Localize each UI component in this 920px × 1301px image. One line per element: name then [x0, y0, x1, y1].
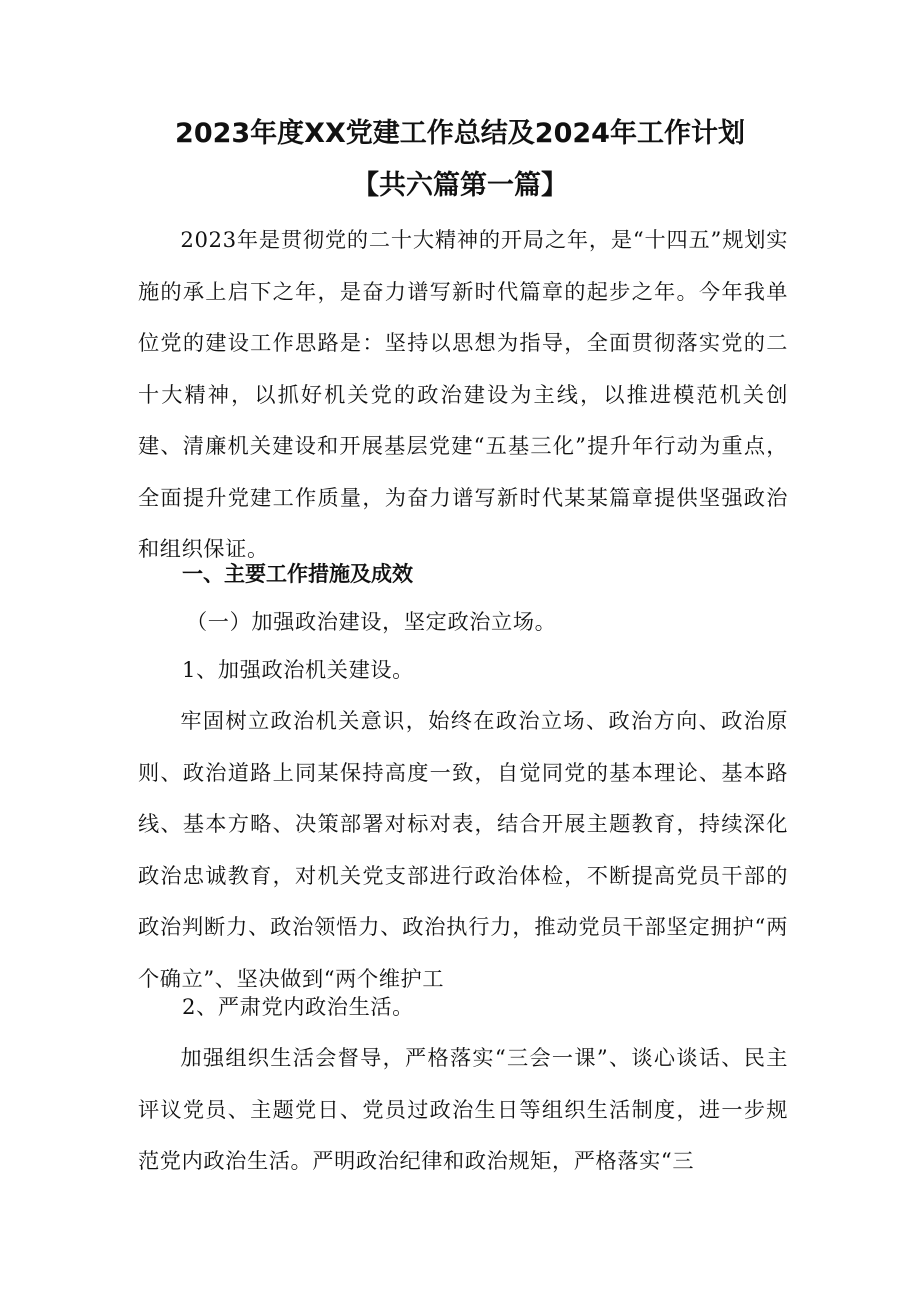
item-1-paragraph: 牢固树立政治机关意识，始终在政治立场、政治方向、政治原则、政治道路上同某保持高度一致，自觉同党的基本理论、基本路线、基本方略、决策部署对标对表，结合开展主题教育，持续深化政治忠诚教育，对机关党支部进行政治体检，不断提高党员干部的政治判断力、政治领悟力、政治执行力，推动党员干部坚定拥护“两个确立”、坚决做到“两个维护工: [138, 708, 788, 991]
subsection-heading: （一）加强政治建设，坚定政治立场。: [186, 609, 557, 634]
document-title: 2023年度XX党建工作总结及2024年工作计划: [175, 118, 745, 149]
intro-paragraph: 2023年是贯彻党的二十大精神的开局之年，是“十四五”规划实施的承上启下之年，是奋力谱写新时代篇章的起步之年。今年我单位党的建设工作思路是：坚持以思想为指导，全面贯彻落实党的二十大精神，以抓好机关党的政治建设为主线，以推进模范机关创建、清廉机关建设和开展基层党建“五基三化”提升年行动为重点，全面提升党建工作质量，为奋力谱写新时代某某篇章提供坚强政治和组织保证。: [138, 227, 788, 561]
item-heading-1: 1、加强政治机关建设。: [182, 657, 414, 682]
section-heading: 一、主要工作措施及成效: [182, 562, 413, 586]
item-heading-2: 2、严肃党内政治生活。: [182, 994, 414, 1019]
document-subtitle: 【共六篇第一篇】: [352, 170, 568, 201]
item-2-paragraph: 加强组织生活会督导，严格落实“三会一课”、谈心谈话、民主评议党员、主题党日、党员过政治生日等组织生活制度，进一步规范党内政治生活。严明政治纪律和政治规矩，严格落实“三: [138, 1045, 788, 1173]
